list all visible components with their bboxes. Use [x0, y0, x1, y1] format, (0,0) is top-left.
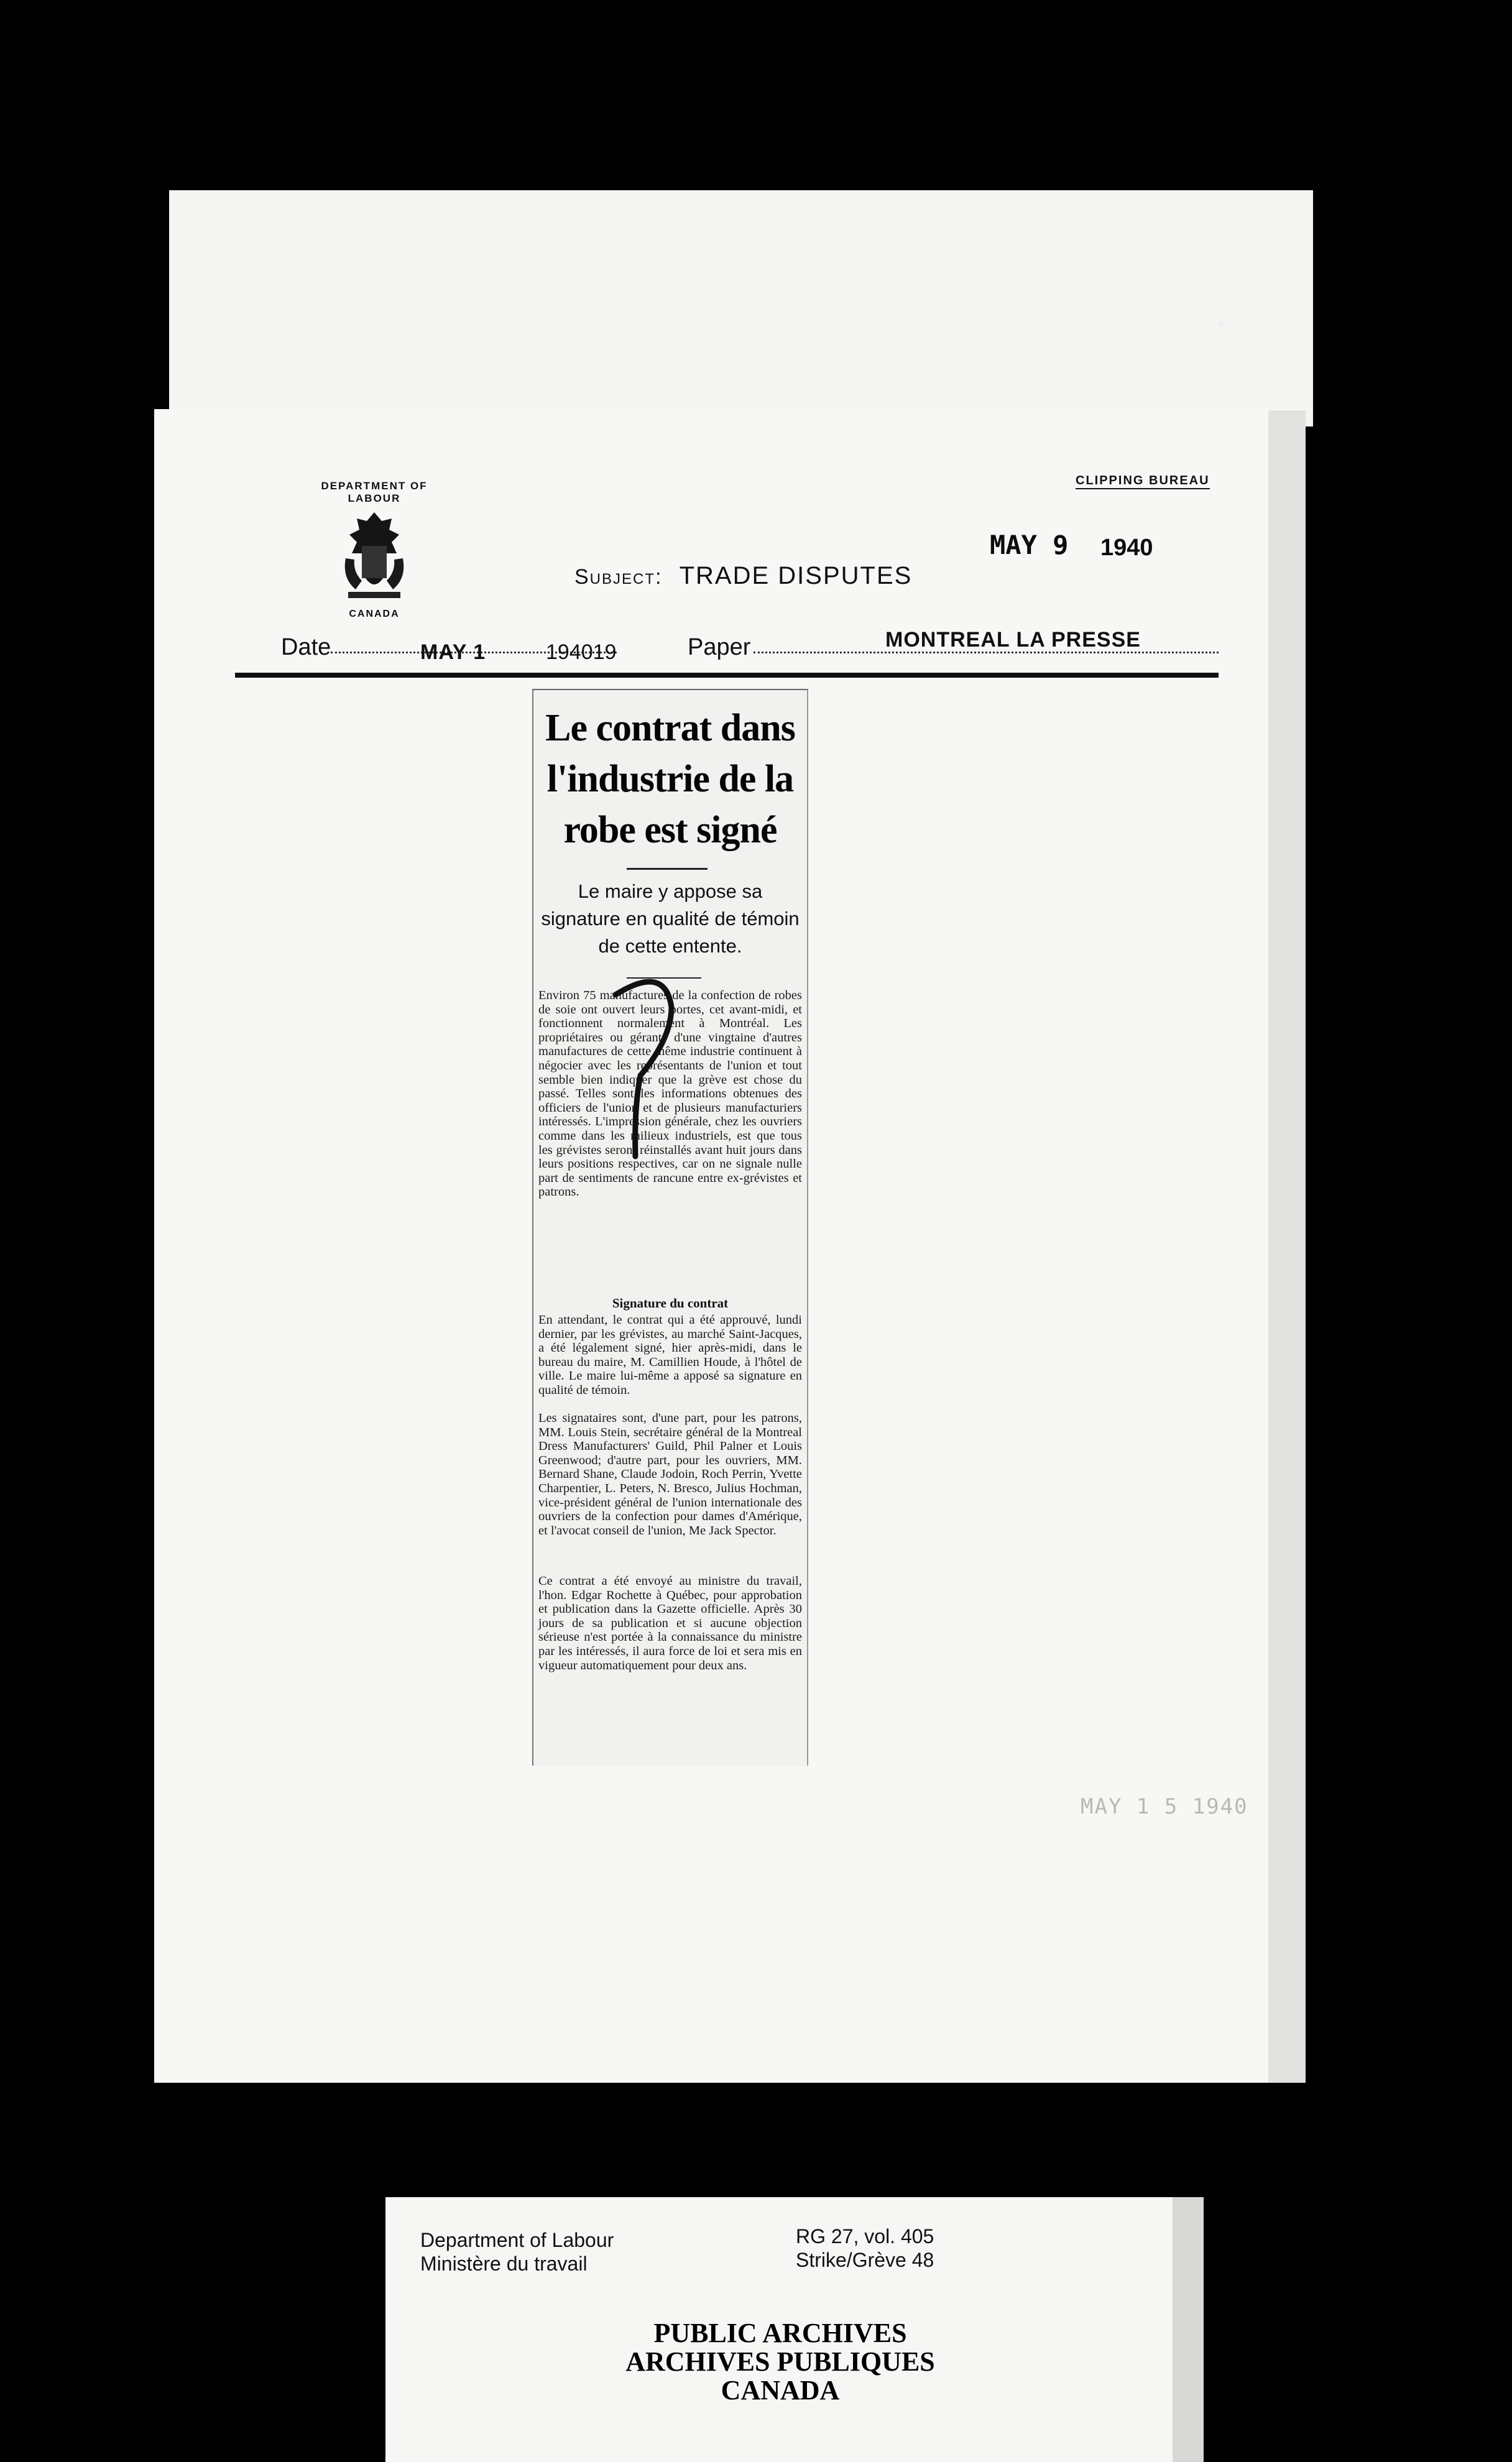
article-paragraph: Les signataires sont, d'une part, pour les patrons, MM. Louis Stein, secrétaire général de la Montreal Dress Manufacturers' Guild, Phil Palner et Louis Greenwood; d'autre part, pour les ouvriers, MM. Bernard Shane, Claude Jodoin, Roch Perrin, Yvette Charpentier, L. Peters, N. Bresco, Julius Hochman, vice-président général de l'union internationale des ouvriers de la confection pour dames d'Amérique, et l'avocat conseil de l'union, Me Jack Spector.: [538, 1411, 802, 1538]
article-paragraph: Environ 75 manufactures de la confection de robes de soie ont ouvert leurs portes, cet avant-midi, et fonctionnent normalement à Montréal. Les propriétaires ou gérants d'une vingtaine d'autres manufactures de cette même industrie continuent à négocier avec les représentants de l'union et tout semble bien indiquer que la grève est chose du passé. Telles sont les informations obtenues des officiers de l'union et de plusieurs manufacturiers intéressés. L'impression générale, chez les ouvriers comme dans les milieux industriels, est que tous les grévistes seront réinstallés avant huit jours dans leurs positions respectives, car on ne signale nulle part de sentiments de rancune entre ex-grévistes et patrons.: [538, 989, 802, 1199]
department-name: DEPARTMENT OF LABOUR: [321, 480, 428, 504]
archive-dept-fr: Ministère du travail: [420, 2252, 588, 2275]
subject-value: TRADE DISPUTES: [679, 562, 913, 589]
section-title: Signature du contrat: [612, 1296, 729, 1311]
department-block: [306, 480, 443, 620]
article-paragraph: Ce contrat a été envoyé au ministre du travail, l'hon. Edgar Rochette à Québec, pour approbation et publication dans la Gazette officielle. Après 30 jours de sa publication et si aucune objection sérieuse n'est portée à la connaissance du ministre par les intéressés, il aura force de loi et sera mis en vigueur automatiquement pour deux ans.: [538, 1574, 802, 1672]
article-paragraph: En attendant, le contrat qui a été approuvé, lundi dernier, par les grévistes, au marché Saint-Jacques, a été légalement signé, hier après-midi, dans le bureau du maire, M. Camillien Houde, à l'hôtel de ville. Le maire lui-même a apposé sa signature en qualité de témoin.: [538, 1313, 802, 1397]
archive-title: [385, 2319, 1175, 2405]
archive-department: [420, 2228, 614, 2275]
article-headline: Le contrat dans l'industrie de la robe est signé: [545, 707, 795, 851]
archive-card: [385, 2197, 1204, 2462]
archive-file: Strike/Grève 48: [796, 2249, 934, 2271]
stamp-date: MAY 9: [990, 530, 1069, 560]
stamp-year: 1940: [1100, 535, 1153, 561]
header-rule: [235, 673, 1219, 678]
department-country: CANADA: [349, 609, 400, 619]
card-edge: [1173, 2197, 1204, 2462]
archive-title-fr: ARCHIVES PUBLIQUES: [625, 2346, 935, 2377]
divider: [627, 868, 708, 870]
back-sheet: [169, 190, 1313, 426]
paper-value: MONTREAL LA PRESSE: [885, 628, 1141, 652]
sheet-edge: [1268, 410, 1306, 2083]
archive-title-en: PUBLIC ARCHIVES: [653, 2318, 907, 2348]
subject-label: Subject:: [574, 565, 663, 589]
archive-dept-en: Department of Labour: [420, 2229, 614, 2251]
date-label: Date: [281, 634, 331, 660]
paper-label: Paper: [688, 634, 751, 660]
subject-row: [574, 562, 912, 590]
archive-ref: RG 27, vol. 405: [796, 2225, 934, 2248]
article-subhead: Le maire y appose sa signature en qualité de témoin de cette entente.: [541, 880, 800, 957]
date-year: 194019: [546, 640, 617, 664]
pen-mark-icon: [591, 970, 690, 1169]
date-stamp: MAY 1: [420, 640, 486, 664]
archive-title-country: CANADA: [721, 2375, 840, 2405]
coat-of-arms-icon: [337, 510, 412, 603]
archive-reference: [796, 2225, 934, 2272]
clipping-bureau-label: CLIPPING BUREAU: [1076, 474, 1210, 489]
newspaper-clipping: [532, 689, 808, 1766]
received-stamp: MAY 1 5 1940: [1081, 1794, 1248, 1819]
small-mark: ✶: [1216, 318, 1227, 332]
